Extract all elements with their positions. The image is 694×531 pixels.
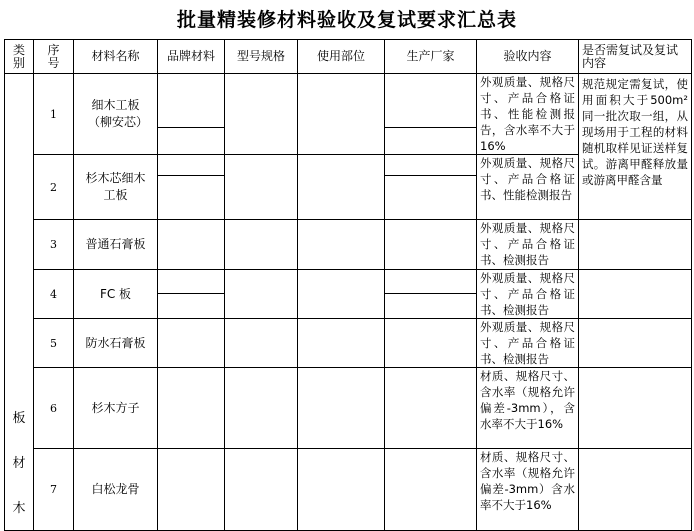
- header-location: 使用部位: [298, 40, 385, 74]
- model-cell: [225, 74, 298, 155]
- brand-cell: [158, 155, 225, 220]
- table-row: [5, 319, 692, 368]
- page-title: 批量精装修材料验收及复试要求汇总表: [176, 9, 517, 31]
- maker-cell: [385, 319, 477, 368]
- model-cell: [225, 319, 298, 368]
- inspection-cell: 材质、规格尺寸、含水率（规格允许偏差-3mm），含水率不大于16%: [477, 368, 579, 449]
- retest-cell: [579, 449, 692, 531]
- category-char: 板: [12, 411, 26, 426]
- table-row: [5, 74, 692, 155]
- model-cell: [225, 155, 298, 220]
- inspection-cell: 外观质量、规格尺寸、产品合格证书、检测报告: [477, 220, 579, 270]
- name-cell: FC 板: [74, 270, 158, 319]
- table-row: [5, 368, 692, 449]
- inspection-cell: 外观质量、规格尺寸、产品合格证书、检测报告: [477, 270, 579, 319]
- seq-cell: 2: [34, 155, 74, 220]
- location-cell: [298, 74, 385, 155]
- header-name: 材料名称: [74, 40, 158, 74]
- model-cell: [225, 270, 298, 319]
- brand-cell: [158, 449, 225, 531]
- model-cell: [225, 449, 298, 531]
- name-cell: 杉木芯细木工板: [74, 155, 158, 220]
- header-maker: 生产厂家: [385, 40, 477, 74]
- model-cell: [225, 220, 298, 270]
- name-cell: 防水石膏板: [74, 319, 158, 368]
- retest-cell: 规范规定需复试，使用面积大于500m² 同一批次取一组，从现场用于工程的材料随机取样见证送样复试。游离甲醛释放量或游离甲醛含量: [579, 74, 692, 220]
- location-cell: [298, 155, 385, 220]
- retest-cell: [579, 319, 692, 368]
- maker-cell: [385, 270, 477, 319]
- header-category: 类别: [5, 40, 34, 74]
- summary-table: [4, 39, 692, 531]
- header-inspection: 验收内容: [477, 40, 579, 74]
- header-model: 型号规格: [225, 40, 298, 74]
- inspection-cell: 外观质量、规格尺寸、产品合格证书、性能检测报告: [477, 155, 579, 220]
- inspection-cell: 材质、规格尺寸、含水率（规格允许偏差-3mm）含水率不大于16%: [477, 449, 579, 531]
- inspection-cell: 外观质量、规格尺寸、产品合格证书、检测报告: [477, 319, 579, 368]
- inspection-cell: 外观质量、规格尺寸、产品合格证书、性能检测报告，含水率不大于 16%: [477, 74, 579, 155]
- seq-cell: 1: [34, 74, 74, 155]
- seq-cell: 7: [34, 449, 74, 531]
- maker-cell: [385, 74, 477, 155]
- name-cell: 普通石膏板: [74, 220, 158, 270]
- name-cell: 细木工板（柳安芯）: [74, 74, 158, 155]
- location-cell: [298, 368, 385, 449]
- location-cell: [298, 319, 385, 368]
- location-cell: [298, 449, 385, 531]
- maker-cell: [385, 155, 477, 220]
- maker-cell: [385, 220, 477, 270]
- seq-cell: 4: [34, 270, 74, 319]
- header-brand: 品牌材料: [158, 40, 225, 74]
- name-cell: 白松龙骨: [74, 449, 158, 531]
- header-retest: 是否需复试及复试内容: [579, 40, 692, 74]
- table-row: [5, 270, 692, 319]
- table-row: [5, 449, 692, 531]
- category-cell: [5, 74, 34, 531]
- brand-cell: [158, 220, 225, 270]
- brand-cell: [158, 74, 225, 155]
- brand-cell: [158, 270, 225, 319]
- table-row: [5, 220, 692, 270]
- name-cell: 杉木方子: [74, 368, 158, 449]
- seq-cell: 6: [34, 368, 74, 449]
- location-cell: [298, 270, 385, 319]
- retest-cell: [579, 270, 692, 319]
- model-cell: [225, 368, 298, 449]
- category-char: 材: [12, 456, 26, 471]
- header-seq: 序号: [34, 40, 74, 74]
- category-char: 木: [12, 501, 26, 516]
- brand-cell: [158, 319, 225, 368]
- seq-cell: 3: [34, 220, 74, 270]
- maker-cell: [385, 449, 477, 531]
- seq-cell: 5: [34, 319, 74, 368]
- retest-cell: [579, 220, 692, 270]
- location-cell: [298, 220, 385, 270]
- maker-cell: [385, 368, 477, 449]
- retest-cell: [579, 368, 692, 449]
- brand-cell: [158, 368, 225, 449]
- header-row: [5, 40, 692, 74]
